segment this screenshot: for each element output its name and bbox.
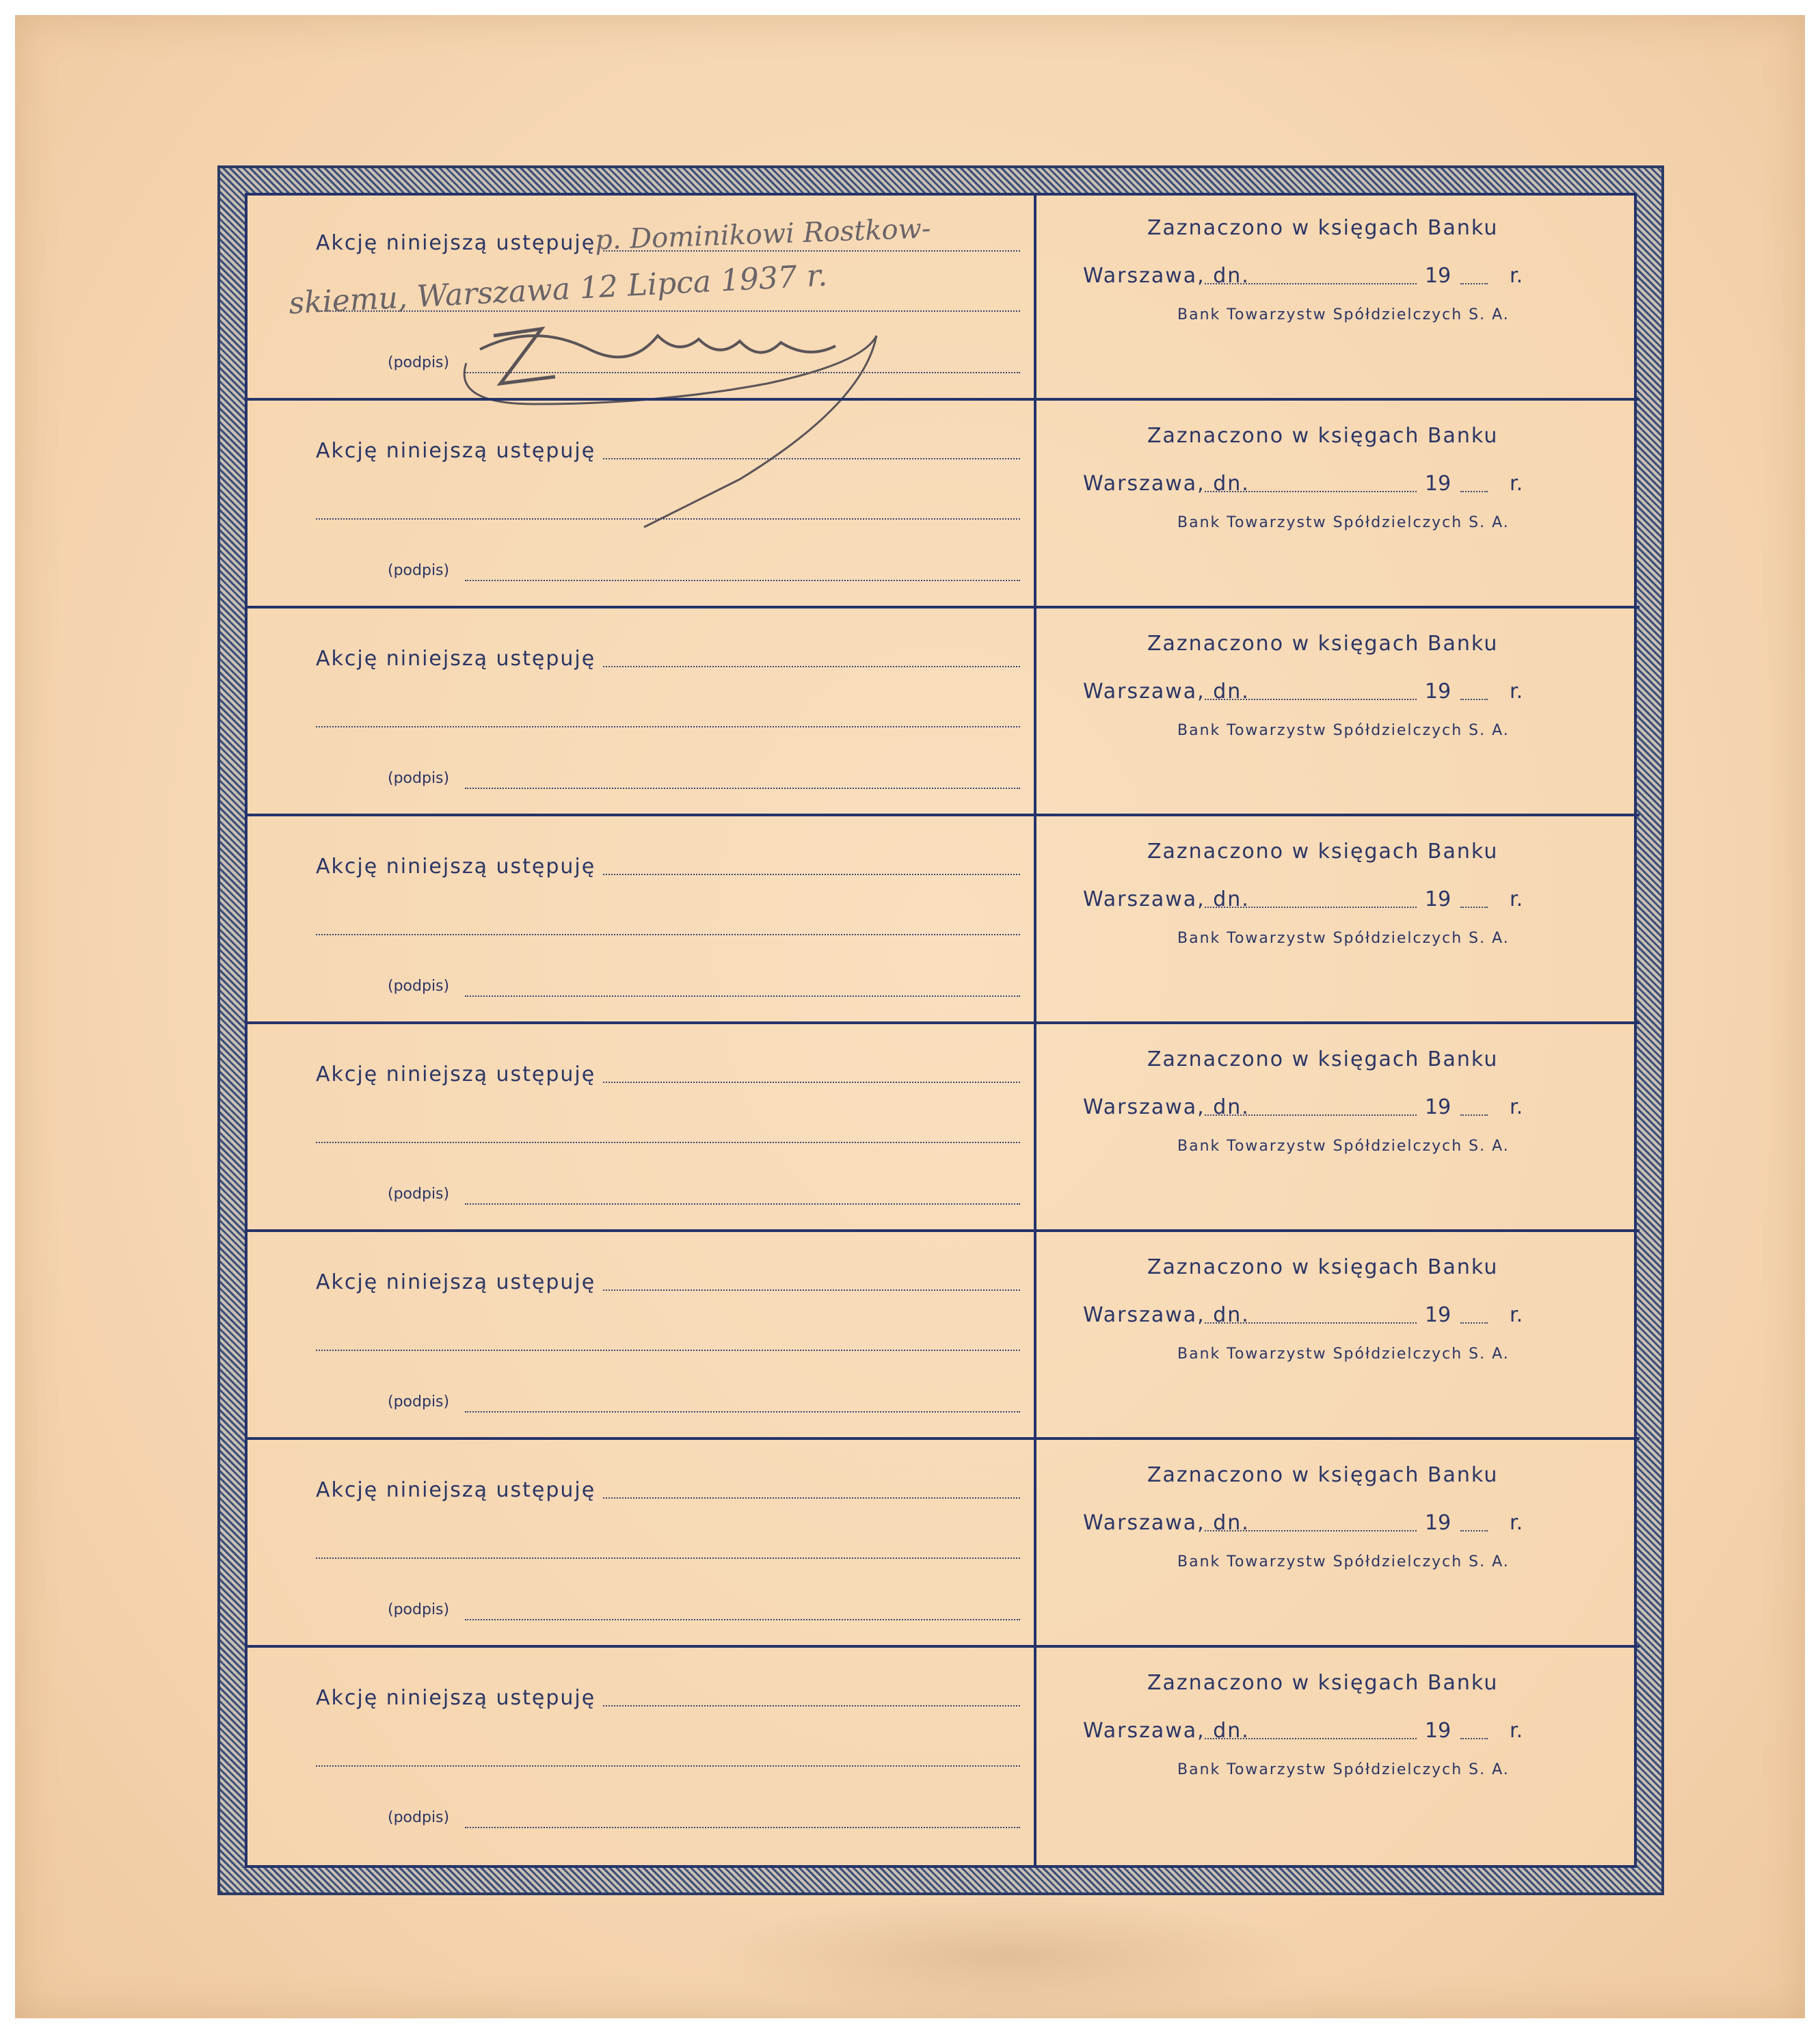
year-prefix: 19 [1425,264,1451,288]
signature-label: (podpis) [388,1601,450,1618]
bank-name: Bank Towarzystw Spółdzielczych S. A. [1177,722,1510,739]
continuation-line [316,726,1020,727]
bank-record-title: Zaznaczono w księgach Banku [1147,840,1499,864]
year-suffix: r. [1510,680,1523,704]
bank-record-title: Zaznaczono w księgach Banku [1147,216,1499,240]
place-date-label: Warszawa, dn. [1083,1719,1250,1743]
recipient-line [603,1082,1020,1083]
year-prefix: 19 [1425,887,1451,911]
date-line [1205,1530,1417,1531]
year-prefix: 19 [1425,1303,1451,1327]
signature-line [465,580,1020,581]
assign-label: Akcję niniejszą ustępuję [316,1478,596,1502]
continuation-line [316,1142,1020,1143]
recipient-line [603,1497,1020,1499]
year-suffix: r. [1510,1095,1523,1119]
year-suffix: r. [1510,1719,1523,1743]
signature-line [465,1827,1020,1828]
row-divider [247,1645,1640,1648]
year-line [1460,699,1488,700]
place-date-label: Warszawa, dn. [1083,472,1250,496]
transfer-row-6 [247,1235,1640,1440]
signature-line [465,1619,1020,1620]
bank-record-title: Zaznaczono w księgach Banku [1147,1463,1499,1487]
handwritten-recipient: p. Dominikowi Rostkow- [594,213,932,256]
bank-name: Bank Towarzystw Spółdzielczych S. A. [1177,306,1510,323]
bank-name: Bank Towarzystw Spółdzielczych S. A. [1177,1138,1510,1155]
place-date-label: Warszawa, dn. [1083,887,1250,911]
date-line [1205,1738,1417,1739]
signature-line [465,788,1020,789]
year-suffix: r. [1510,1303,1523,1327]
year-line [1460,907,1488,908]
bank-record-title: Zaznaczono w księgach Banku [1147,424,1499,448]
year-line [1460,491,1488,492]
year-line [1460,1322,1488,1324]
row-divider [247,1437,1640,1440]
date-line [1205,283,1417,284]
bank-name: Bank Towarzystw Spółdzielczych S. A. [1177,1761,1510,1778]
assign-label: Akcję niniejszą ustępuję [316,439,596,463]
continuation-line [316,1765,1020,1767]
transfer-table [245,193,1637,1868]
row-divider [247,814,1640,816]
year-prefix: 19 [1425,472,1451,496]
year-suffix: r. [1510,472,1523,496]
continuation-line [316,1557,1020,1559]
signature-label: (podpis) [388,354,450,371]
bank-name: Bank Towarzystw Spółdzielczych S. A. [1177,1346,1510,1363]
place-date-label: Warszawa, dn. [1083,680,1250,704]
assign-label: Akcję niniejszą ustępuję [316,1270,596,1294]
transfer-row-8 [247,1650,1640,1856]
year-suffix: r. [1510,1511,1523,1535]
continuation-line [316,518,1020,520]
bank-record-title: Zaznaczono w księgach Banku [1147,1671,1499,1695]
paper-stain [699,1895,1314,2018]
transfer-row-5 [247,1027,1640,1232]
continuation-line [316,1350,1020,1351]
transfer-row-1 [247,196,1640,401]
year-line [1460,283,1488,284]
year-suffix: r. [1510,887,1523,911]
signature-line [465,1203,1020,1205]
bank-name: Bank Towarzystw Spółdzielczych S. A. [1177,1553,1510,1570]
recipient-line [603,666,1020,667]
row-divider [247,606,1640,608]
bank-record-title: Zaznaczono w księgach Banku [1147,1255,1499,1279]
transfer-row-3 [247,611,1640,816]
year-prefix: 19 [1425,1095,1451,1119]
recipient-line [603,1289,1020,1291]
handwritten-place-date: skiemu, Warszawa 12 Lipca 1937 r. [288,258,829,321]
year-line [1460,1738,1488,1739]
signature-label: (podpis) [388,978,450,995]
bank-record-title: Zaznaczono w księgach Banku [1147,632,1499,656]
signature-label: (podpis) [388,1809,450,1826]
date-line [1205,907,1417,908]
transfer-row-2 [247,403,1640,608]
bank-record-title: Zaznaczono w księgach Banku [1147,1047,1499,1071]
date-line [1205,699,1417,700]
date-line [1205,1114,1417,1116]
assign-label: Akcję niniejszą ustępuję [316,1686,596,1710]
year-line [1460,1114,1488,1116]
assign-label: Akcję niniejszą ustępuję [316,1062,596,1086]
year-prefix: 19 [1425,680,1451,704]
date-line [1205,491,1417,492]
place-date-label: Warszawa, dn. [1083,264,1250,288]
place-date-label: Warszawa, dn. [1083,1511,1250,1535]
place-date-label: Warszawa, dn. [1083,1095,1250,1119]
decorative-border [217,165,1664,1895]
year-line [1460,1530,1488,1531]
year-prefix: 19 [1425,1719,1451,1743]
bank-name: Bank Towarzystw Spółdzielczych S. A. [1177,930,1510,947]
year-suffix: r. [1510,264,1523,288]
assign-label: Akcję niniejszą ustępuję [316,647,596,671]
signature-label: (podpis) [388,1186,450,1203]
signature-label: (podpis) [388,1393,450,1410]
document-paper [15,15,1805,2018]
transfer-row-7 [247,1443,1640,1648]
assign-label: Akcję niniejszą ustępuję [316,231,596,255]
date-line [1205,1322,1417,1324]
year-prefix: 19 [1425,1511,1451,1535]
assign-label: Akcję niniejszą ustępuję [316,855,596,879]
transfer-row-4 [247,819,1640,1024]
recipient-line [603,1705,1020,1707]
row-divider [247,1229,1640,1232]
signature-label: (podpis) [388,562,450,579]
signature-line [465,1411,1020,1413]
signature-label: (podpis) [388,770,450,787]
bank-name: Bank Towarzystw Spółdzielczych S. A. [1177,514,1510,531]
place-date-label: Warszawa, dn. [1083,1303,1250,1327]
row-divider [247,398,1640,401]
recipient-line [603,458,1020,459]
recipient-line [603,874,1020,875]
row-divider [247,1021,1640,1024]
signature-line [465,995,1020,997]
continuation-line [316,934,1020,935]
